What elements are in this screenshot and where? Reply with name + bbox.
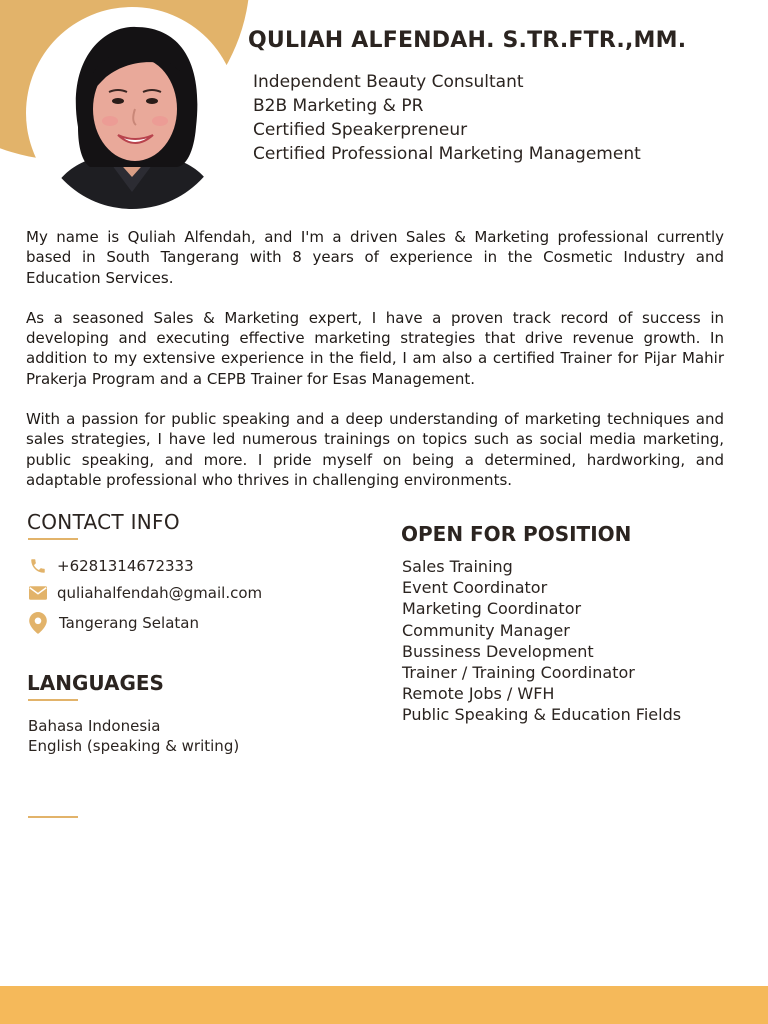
contact-location-row xyxy=(28,613,199,633)
title-line: B2B Marketing & PR xyxy=(253,96,424,116)
position-item: Community Manager xyxy=(402,620,570,640)
languages-heading: LANGUAGES xyxy=(27,671,164,695)
open-for-position-heading: OPEN FOR POSITION xyxy=(401,522,632,546)
title-line: Certified Speakerpreneur xyxy=(253,120,468,140)
positions-list xyxy=(402,556,681,726)
language-item: Bahasa Indonesia xyxy=(28,717,161,735)
position-item: Sales Training xyxy=(402,557,513,576)
footer-bar xyxy=(0,986,768,1024)
contact-email-row[interactable] xyxy=(28,583,262,603)
professional-titles xyxy=(253,70,641,166)
contact-location: Tangerang Selatan xyxy=(59,614,199,632)
profile-photo-illustration xyxy=(36,17,228,209)
summary-paragraph: My name is Quliah Alfendah, and I'm a driven Sales & Marketing professional currently based in South Tangerang with 8 years of experience in the Cosmetic Industry and Education Services. xyxy=(26,228,724,287)
summary-paragraph: As a seasoned Sales & Marketing expert, I have a proven track record of success in developing and executing effective marketing strategies that drive revenue growth. In addition to my extensive experience in the field, I am also a certified Trainer for Pijar Mahir Prakerja Program and a CEPB Trainer for Esas Management. xyxy=(26,308,724,388)
position-item: Event Coordinator xyxy=(402,578,548,598)
position-item: Public Speaking & Education Fields xyxy=(402,705,682,725)
contact-phone: +6281314672333 xyxy=(57,557,194,575)
title-line: Independent Beauty Consultant xyxy=(253,72,524,92)
email-icon xyxy=(28,583,48,603)
title-line: Certified Professional Marketing Management xyxy=(253,144,641,164)
contact-phone-row[interactable] xyxy=(28,556,194,576)
position-item: Marketing Coordinator xyxy=(402,599,582,619)
position-item: Bussiness Development xyxy=(402,641,594,661)
languages-heading-underline xyxy=(28,699,78,701)
contact-heading-underline xyxy=(28,538,78,540)
position-item: Remote Jobs / WFH xyxy=(402,684,555,704)
contact-info-heading: CONTACT INFO xyxy=(27,510,180,534)
position-item: Trainer / Training Coordinator xyxy=(402,663,635,683)
candidate-name: QULIAH ALFENDAH. S.TR.FTR.,MM. xyxy=(248,28,687,53)
profile-summary xyxy=(26,227,724,510)
profile-photo xyxy=(36,17,228,209)
summary-paragraph: With a passion for public speaking and a deep understanding of marketing techniques and sales strategies, I have led numerous trainings on topics such as social media marketing, public speaking, and more. I pride myself on being a determined, hardworking, and adaptable professional who thrives in challenging environments. xyxy=(26,410,724,489)
languages-list xyxy=(28,716,239,756)
decorative-divider xyxy=(28,816,78,818)
contact-email: quliahalfendah@gmail.com xyxy=(57,584,263,602)
phone-icon xyxy=(28,556,48,576)
location-pin-icon xyxy=(28,613,48,633)
language-item: English (speaking & writing) xyxy=(28,737,240,755)
